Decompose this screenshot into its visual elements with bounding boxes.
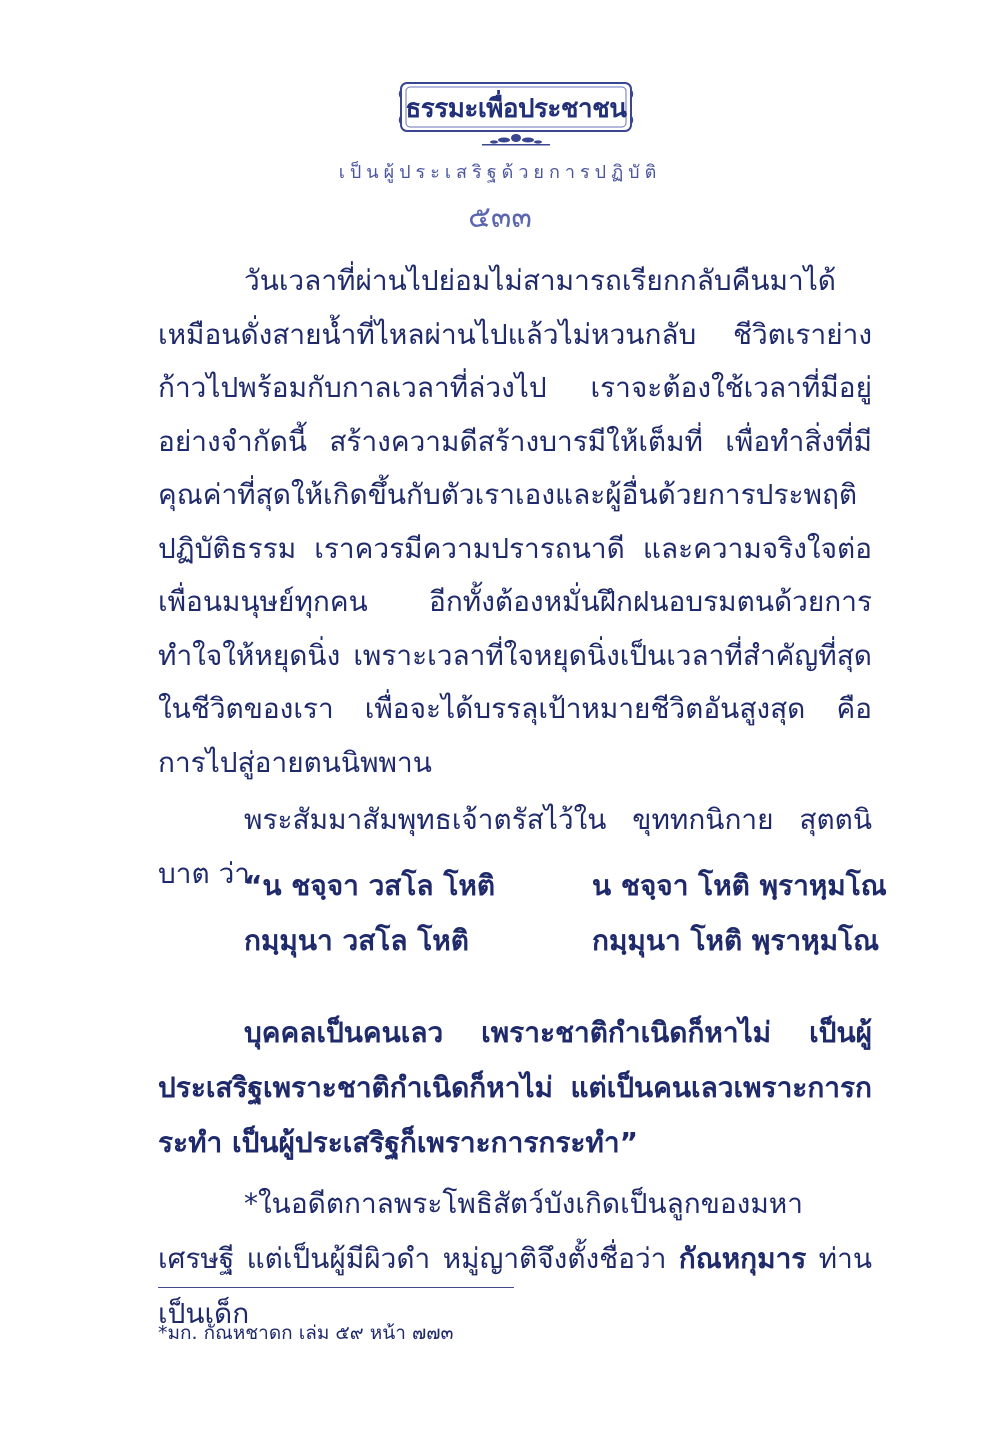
- verse-line-1-second: น ชจฺจา โหติ พฺราหฺมโณ: [592, 869, 887, 902]
- paragraph-2: พระสัมมาสัมพุทธเจ้าตรัสไว้ใน ขุททกนิกาย สุตตนิบาต ว่า: [158, 803, 872, 890]
- verse-line-1-first: “น ชจฺจา วสโล โหติ: [244, 869, 496, 902]
- story-name: กัณหกุมาร: [678, 1242, 807, 1275]
- verse-line-2-second: กมฺมุนา โหติ พฺราหฺมโณ: [592, 924, 880, 957]
- verse-translation: บุคคลเป็นคนเลว เพราะชาติกำเนิดก็หาไม่ เป็นผู้ประเสริฐเพราะชาติกำเนิดก็หาไม่ แต่เป็นคนเลวเพราะการกระทำ เป็นผู้ประเสริฐก็เพราะการกระทำ”: [158, 1016, 872, 1159]
- paragraph-1: วันเวลาที่ผ่านไปย่อมไม่สามารถเรียกกลับคืนมาได้ เหมือนดั่งสายน้ำที่ไหลผ่านไปแล้วไม่หวนกลับ ชีวิตเราย่างก้าวไปพร้อมกับกาลเวลาที่ล่วงไป เราจะต้องใช้เวลาที่มีอยู่อย่างจำกัดนี้ สร้างความดีสร้างบารมีให้เต็มที่ เพื่อทำสิ่งที่มีคุณค่าที่สุดให้เกิดขึ้นกับตัวเราเองและผู้อื่นด้วยการประพฤติปฏิบัติธรรม เราควรมีความปรารถนาดี และความจริงใจต่อเพื่อนมนุษย์ทุกคน อีกทั้งต้องหมั่นฝึกฝนอบรมตนด้วยการทำใจให้หยุดนิ่ง เพราะเวลาที่ใจหยุดนิ่งเป็นเวลาที่สำคัญที่สุดในชีวิตของเรา เพื่อจะได้บรรลุเป้าหมายชีวิตอันสูงสุด คือการไปสู่อายตนนิพพาน: [158, 264, 872, 779]
- story-text-before: *ในอดีตกาลพระโพธิสัตว์บังเกิดเป็นลูกของมหาเศรษฐี แต่เป็นผู้มีผิวดำ หมู่ญาติจึงตั้งชื่อว่า: [158, 1187, 803, 1275]
- footnote: *มก. กัณหชาดก เล่ม ๕๙ หน้า ๗๗๓: [158, 1322, 454, 1344]
- verse-line-2-first: กมฺมุนา วสโล โหติ: [244, 924, 469, 957]
- story-text-after: ท่านเป็นเด็ก: [158, 1242, 872, 1330]
- logo-title: ธรรมะเพื่อประชาชน: [405, 94, 627, 124]
- verse-line-1: [244, 858, 887, 913]
- pali-verse: [244, 858, 887, 968]
- page-number: ๕๓๓: [468, 200, 532, 235]
- main-body: [158, 254, 872, 900]
- verse-line-2: [244, 913, 880, 968]
- running-header-title: เป็นผู้ประเสริฐด้วยการปฏิบัติ: [338, 162, 662, 183]
- header-logo: [398, 80, 634, 150]
- story-paragraph: [158, 1176, 872, 1341]
- footnote-divider: [158, 1287, 514, 1288]
